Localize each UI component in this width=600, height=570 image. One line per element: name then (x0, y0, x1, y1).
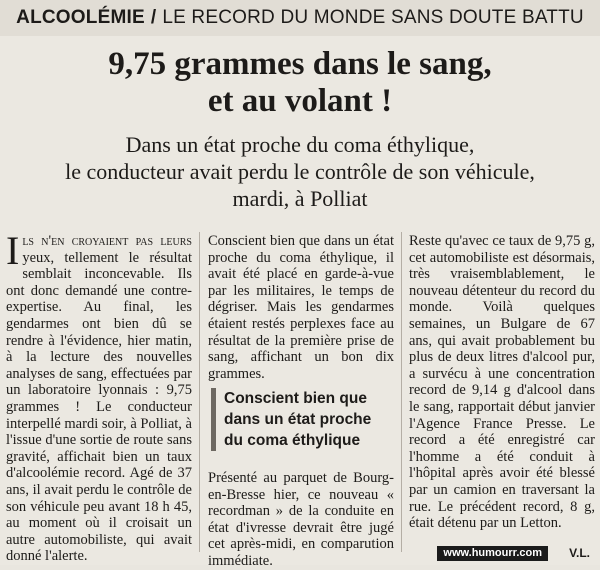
column-1-text: yeux, tellement le résultat semblait inconcevable. Ils ont donc demandé une contre-expertise. Au final, les gendarmes ont bien dû se rendre à l'évidence, hier matin, à la lecture des nouvelles analyses de sang, effectuées par un laboratoire lyonnais : 9,75 grammes ! Le conducteur interpellé mardi soir, à Polliat, à l'issue d'une sortie de route sans gravité, affichait bien un taux d'alcoolémie record. Agé de 37 ans, il avait perdu le contrôle de son véhicule peu avant 18 h 45, au moment où il croisait un autre automobiliste, qui avait donné l'alerte. (6, 249, 192, 565)
kicker-topic: LE RECORD DU MONDE SANS DOUTE BATTU (162, 7, 584, 28)
column-3-text: Reste qu'avec ce taux de 9,75 g, cet automobiliste est désormais, très vraisemblablement, le nouveau détenteur du record du monde. Voilà quelques semaines, un Bulgare de 67 ans, qui avait probablement bu plus de deux litres d'alcool pur, a survécu à une concentration record de 9,14 g d'alcool dans le sang, rapportait début janvier l'Agence France Presse. Le record a été enregistré car l'homme a été conduit à l'hôpital après avoir été blessé par un camion en traversant la rue. Le précédent record, 8 g, était détenu par un Letton. (409, 233, 595, 532)
article-column-2 (208, 233, 394, 382)
column-2b-text: Présenté au parquet de Bourg-en-Bresse hier, ce nouveau « recordman » de la conduite en état d'ivresse devrait être jugé cet après-midi, en comparution immédiate. (208, 470, 394, 569)
subhead-line-3: mardi, à Polliat (232, 186, 368, 211)
headline (0, 46, 600, 120)
pull-quote-line-3: du coma éthylique (224, 432, 361, 449)
article-column-3 (409, 233, 595, 532)
column-2-text: Conscient bien que dans un état proche du coma éthylique, il avait été placé en garde-à-vue par les militaires, le temps de dégriser. Mais les gendarmes étaient restés perplexes face au résultat de la première prise de sang, affichant un bon dix grammes. (208, 233, 394, 382)
headline-line-1: 9,75 grammes dans le sang, (108, 46, 492, 82)
pull-quote (211, 388, 402, 451)
watermark-link[interactable]: www.humourr.com (437, 546, 548, 561)
pull-quote-line-1: Conscient bien que (224, 390, 367, 407)
subhead-line-2: le conducteur avait perdu le contrôle de son véhicule, (65, 159, 535, 184)
headline-line-2: et au volant ! (207, 83, 393, 119)
author-signature: V.L. (569, 546, 590, 560)
subhead-line-1: Dans un état proche du coma éthylique, (125, 132, 475, 157)
article-column-2-continued (208, 470, 394, 570)
lead-smallcaps: ls n'en croyaient pas leurs (22, 233, 192, 249)
subheadline (0, 131, 600, 212)
pull-quote-line-2: dans un état proche (224, 411, 372, 428)
kicker-category: ALCOOLÉMIE (16, 7, 145, 28)
article-column-1 (6, 228, 192, 565)
drop-cap: I (6, 228, 20, 273)
kicker-separator: / (150, 7, 157, 28)
kicker-banner (0, 0, 600, 36)
column-divider (199, 232, 200, 552)
